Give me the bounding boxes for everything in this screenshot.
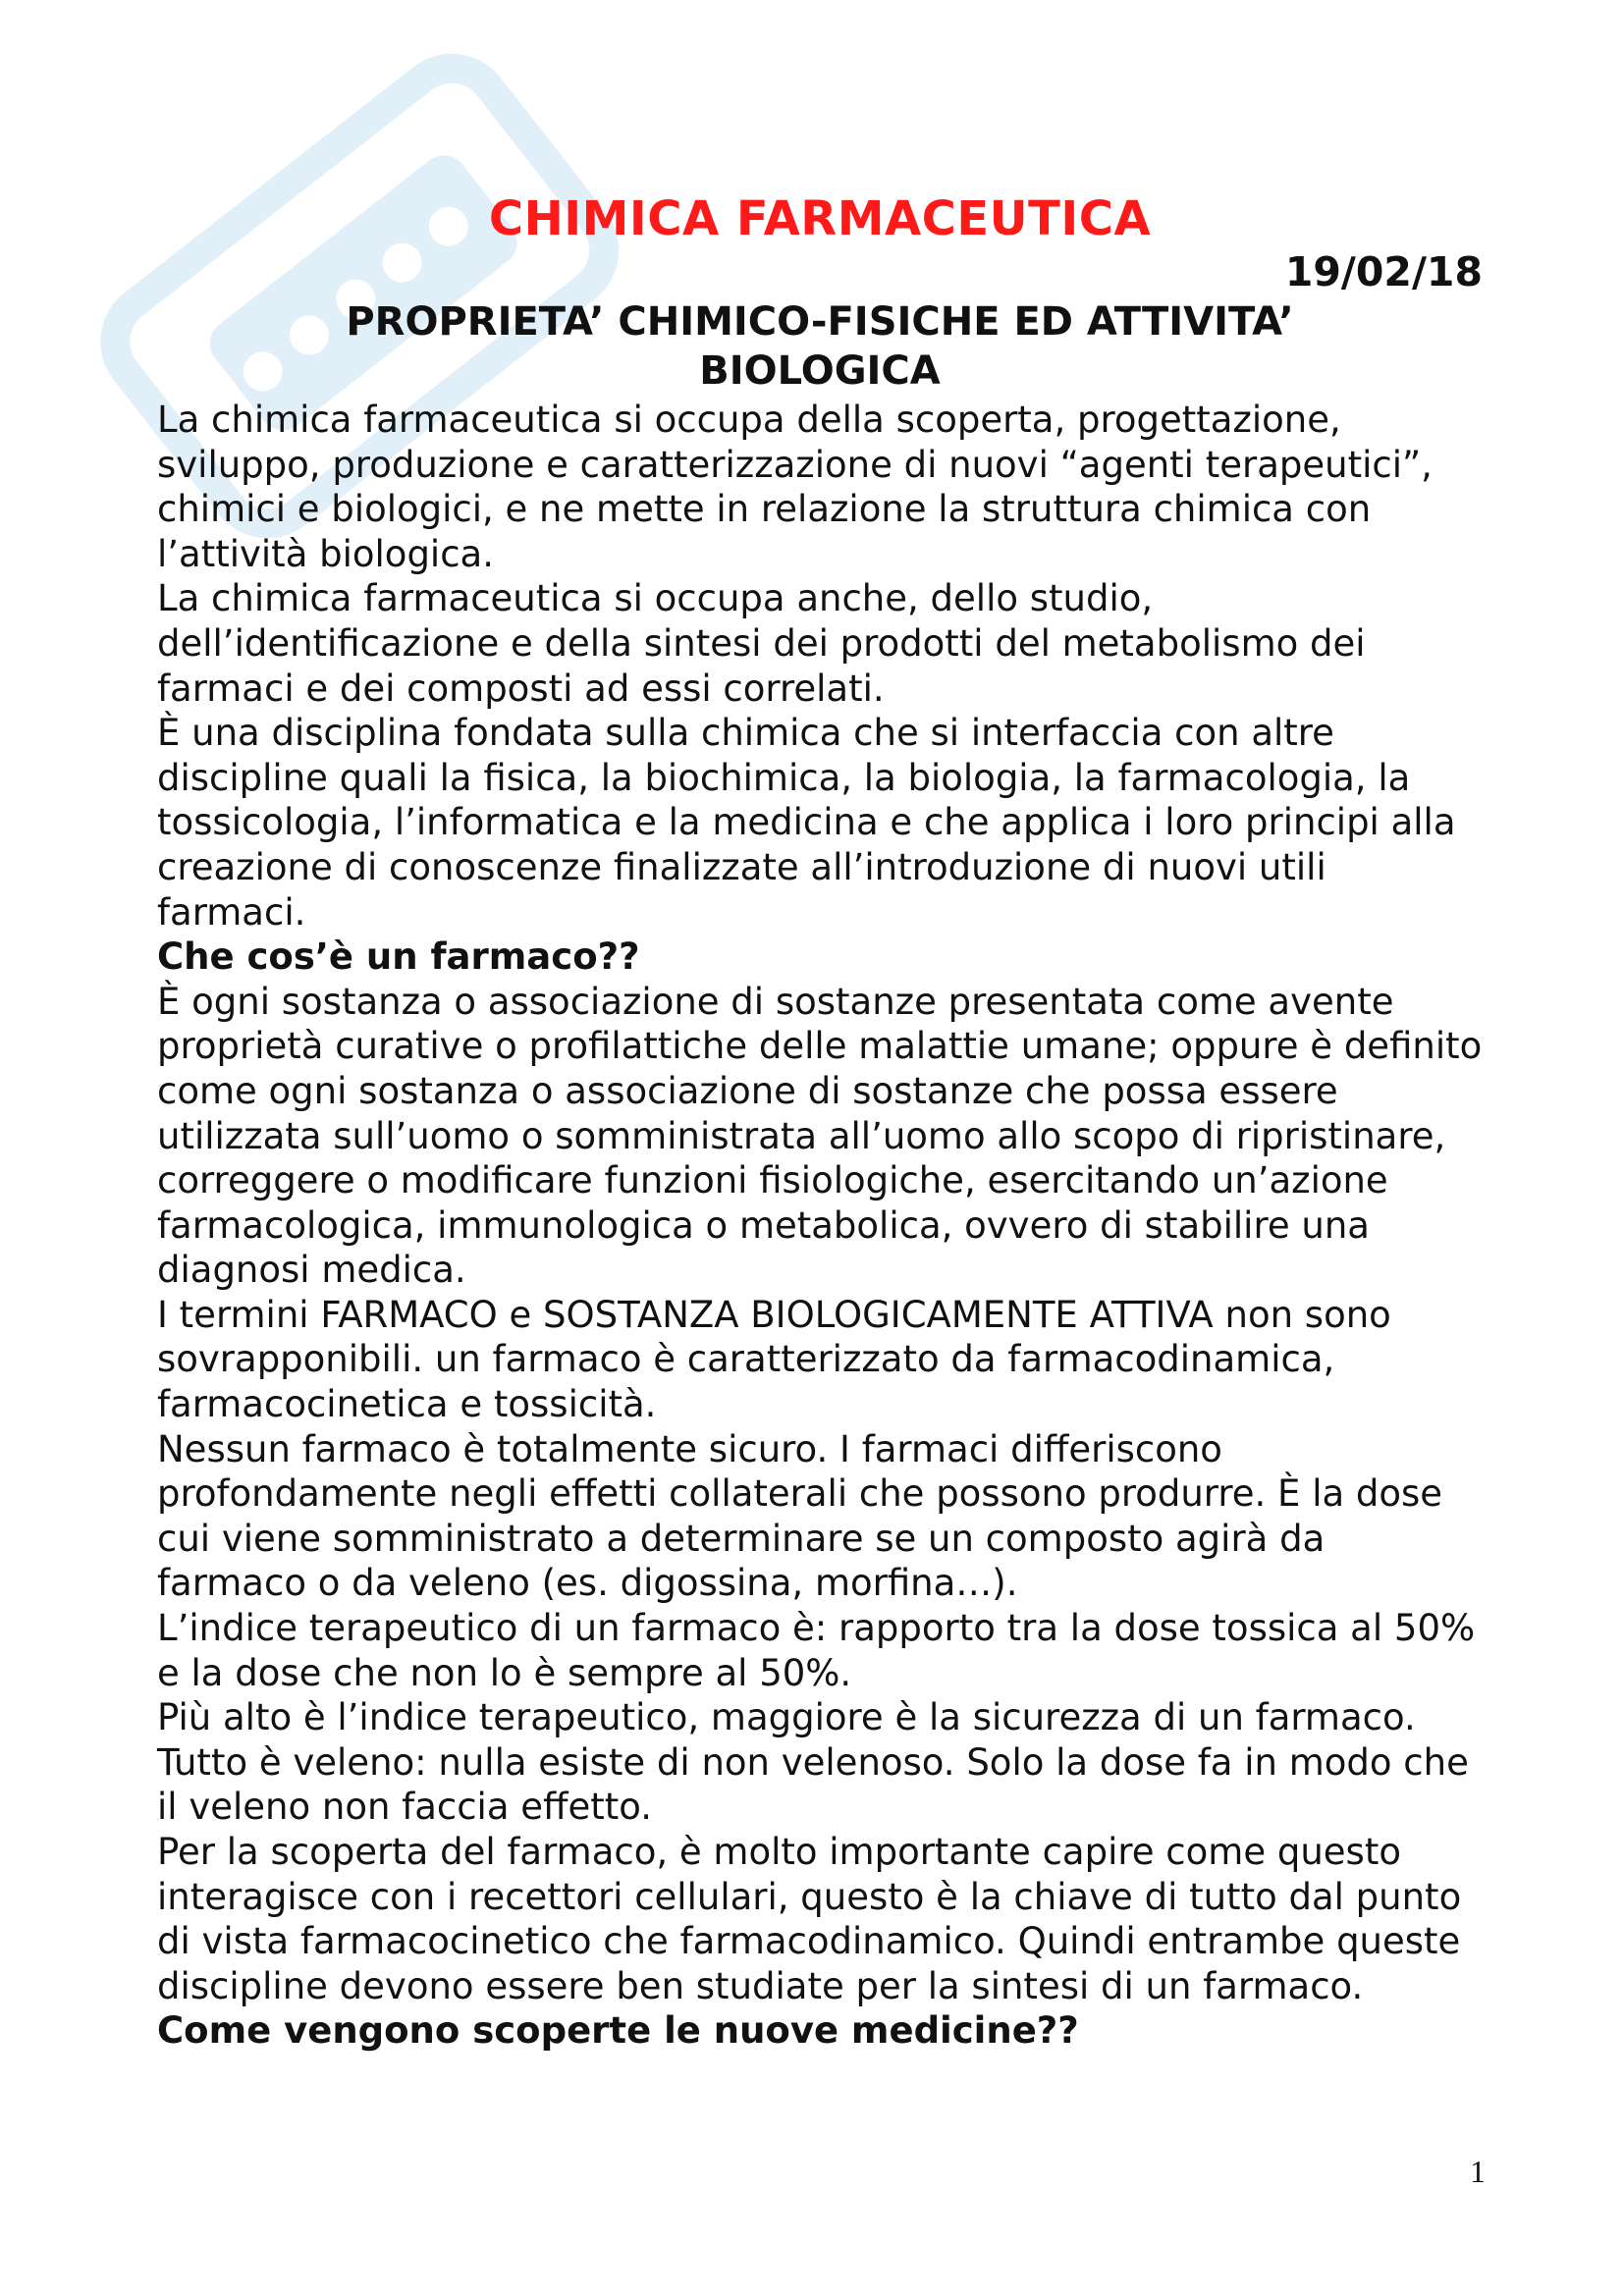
paragraph-receptor-interaction: Per la scoperta del farmaco, è molto importante capire come questo interagisce con i recettori cellulari, questo è la chiave di tutto dal punto di vista farmacocinetico che farmacodinamico. Quindi entrambe queste discipline devono essere ben studiate per la sintesi di un farmaco.: [157, 1831, 1462, 2007]
paragraph-definition: La chimica farmaceutica si occupa della scoperta, progettazione, sviluppo, produzione e caratterizzazione di nuovi “agenti terapeutici”, chimici e biologici, e ne mette in relazione la struttura chimica con l’attività biologica.: [157, 399, 1433, 575]
question-new-medicines: Come vengono scoperte le nuove medicine??: [157, 2009, 1079, 2053]
question-what-is-drug: Che cos’è un farmaco??: [157, 935, 640, 979]
page-number: 1: [1470, 2154, 1486, 2189]
paragraph-poison-dose: Tutto è veleno: nulla esiste di non velenoso. Solo la dose fa in modo che il veleno non faccia effetto.: [157, 1740, 1469, 1829]
paragraph-drug-vs-active-substance: I termini FARMACO e SOSTANZA BIOLOGICAMENTE ATTIVA non sono sovrapponibili. un farmaco è caratterizzato da farmacodinamica, farmacocinetica e tossicità.: [157, 1293, 1391, 1426]
section-subtitle: PROPRIETA’ CHIMICO-FISICHE ED ATTIVITA’ BIOLOGICA: [346, 299, 1294, 394]
paragraph-drug-safety: Nessun farmaco è totalmente sicuro. I farmaci differiscono profondamente negli effetti collaterali che possono produrre. È la dose cui viene somministrato a determinare se un composto agirà da farmaco o da veleno (es. digossina, morfina…).: [157, 1427, 1443, 1605]
paragraph-drug-definition: È ogni sostanza o associazione di sostanze presentata come avente proprietà curative o profilattiche delle malattie umane; oppure è definito come ogni sostanza o associazione di sostanze che possa essere utilizzata sull’uomo o somministrata all’uomo allo scopo di ripristinare, correggere o modificare funzioni fisiologiche, esercitando un’azione farmacologica, immunologica o metabolica, ovvero di stabilire una diagnosi medica.: [157, 980, 1483, 1292]
paragraph-discipline: È una disciplina fondata sulla chimica che si interfaccia con altre discipline quali la fisica, la biochimica, la biologia, la farmacologia, la tossicologia, l’informatica e la medicina e che applica i loro principi alla creazione di conoscenze finalizzate all’introduzione di nuovi utili farmaci.: [157, 712, 1456, 934]
document-title: CHIMICA FARMACEUTICA: [488, 191, 1152, 246]
paragraph-therapeutic-index: L’indice terapeutico di un farmaco è: rapporto tra la dose tossica al 50% e la dose che non lo è sempre al 50%.: [157, 1607, 1476, 1694]
document-page: [157, 191, 1483, 2054]
paragraph-therapeutic-index-safety: Più alto è l’indice terapeutico, maggiore è la sicurezza di un farmaco.: [157, 1696, 1416, 1739]
paragraph-metabolism: La chimica farmaceutica si occupa anche, dello studio, dell’identificazione e della sintesi dei prodotti del metabolismo dei farmaci e dei composti ad essi correlati.: [157, 577, 1366, 710]
document-date: 19/02/18: [1284, 248, 1483, 295]
